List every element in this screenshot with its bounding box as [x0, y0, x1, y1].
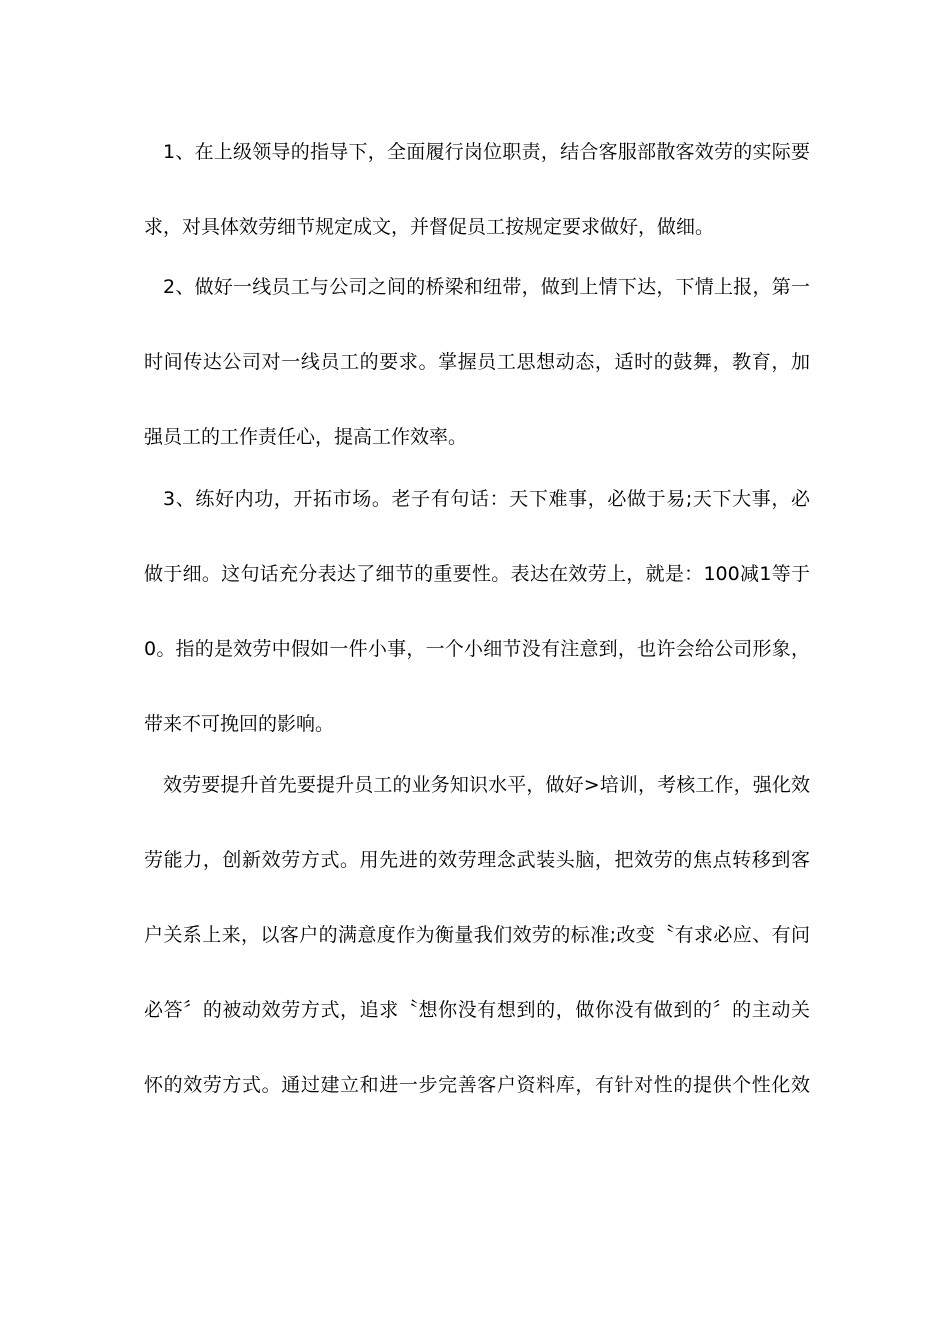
paragraph-1-line-1: 1、在上级领导的指导下，全面履行岗位职责，结合客服部散客效劳的实际要: [163, 141, 810, 163]
paragraph-1-line-2: 求，对具体效劳细节规定成文，并督促员工按规定要求做好，做细。: [144, 216, 715, 238]
paragraph-4-line-2: 劳能力，创新效劳方式。用先进的效劳理念武装头脑，把效劳的焦点转移到客: [144, 849, 810, 871]
paragraph-4-line-1: 效劳要提升首先要提升员工的业务知识水平，做好>培训，考核工作，强化效: [163, 774, 810, 796]
paragraph-3-line-3: 0。指的是效劳中假如一件小事，一个小细节没有注意到，也许会给公司形象，: [144, 638, 810, 660]
paragraph-2-line-2: 时间传达公司对一线员工的要求。掌握员工思想动态，适时的鼓舞，教育，加: [144, 351, 810, 373]
paragraph-2-line-3: 强员工的工作责任心，提高工作效率。: [144, 426, 468, 448]
paragraph-4-line-4: 必答〞的被动效劳方式，追求〝想你没有想到的，做你没有做到的〞的主动关: [144, 999, 810, 1021]
paragraph-3-line-1: 3、练好内功，开拓市场。老子有句话：天下难事，必做于易;天下大事，必: [163, 488, 810, 510]
paragraph-2-line-1: 2、做好一线员工与公司之间的桥梁和纽带，做到上情下达，下情上报，第一: [163, 276, 810, 298]
paragraph-4-line-3: 户关系上来，以客户的满意度作为衡量我们效劳的标准;改变〝有求必应、有问: [144, 924, 810, 946]
paragraph-3-line-4: 带来不可挽回的影响。: [144, 713, 335, 735]
paragraph-3-line-2: 做于细。这句话充分表达了细节的重要性。表达在效劳上，就是：100减1等于: [144, 563, 810, 585]
paragraph-4-line-5: 怀的效劳方式。通过建立和进一步完善客户资料库，有针对性的提供个性化效: [144, 1074, 810, 1096]
